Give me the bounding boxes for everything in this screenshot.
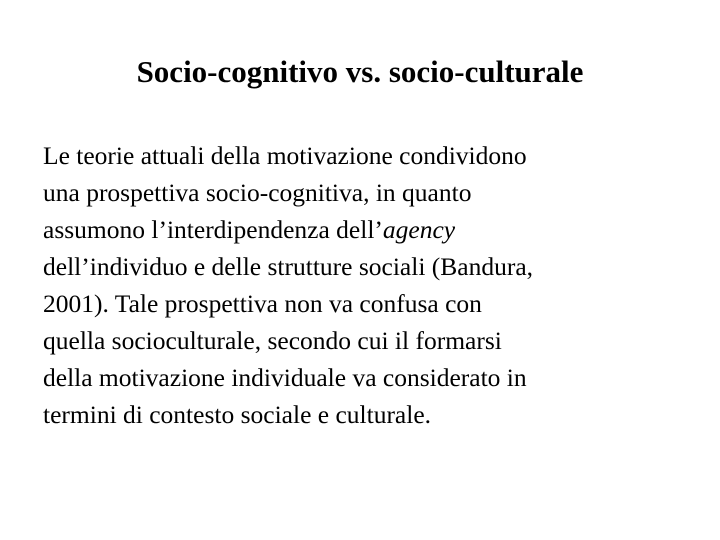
slide-title: Socio-cognitivo vs. socio-culturale (136, 54, 584, 89)
body-line-3 (43, 211, 713, 248)
body-line-1: Le teorie attuali della motivazione condividono (43, 141, 527, 170)
body-line-7: della motivazione individuale va considerato in (43, 363, 527, 392)
body-line-4: dell’individuo e delle strutture sociali (Bandura, (43, 252, 534, 281)
slide-body (43, 137, 713, 433)
body-line-5: 2001). Tale prospettiva non va confusa con (43, 289, 482, 318)
agency-italic-term: agency (382, 215, 456, 244)
body-line-2: una prospettiva socio-cognitiva, in quanto (43, 178, 472, 207)
body-line-6: quella socioculturale, secondo cui il formarsi (43, 326, 502, 355)
body-line-3-text: assumono l’interdipendenza dell’ (43, 215, 383, 244)
body-line-8: termini di contesto sociale e culturale. (43, 400, 432, 429)
